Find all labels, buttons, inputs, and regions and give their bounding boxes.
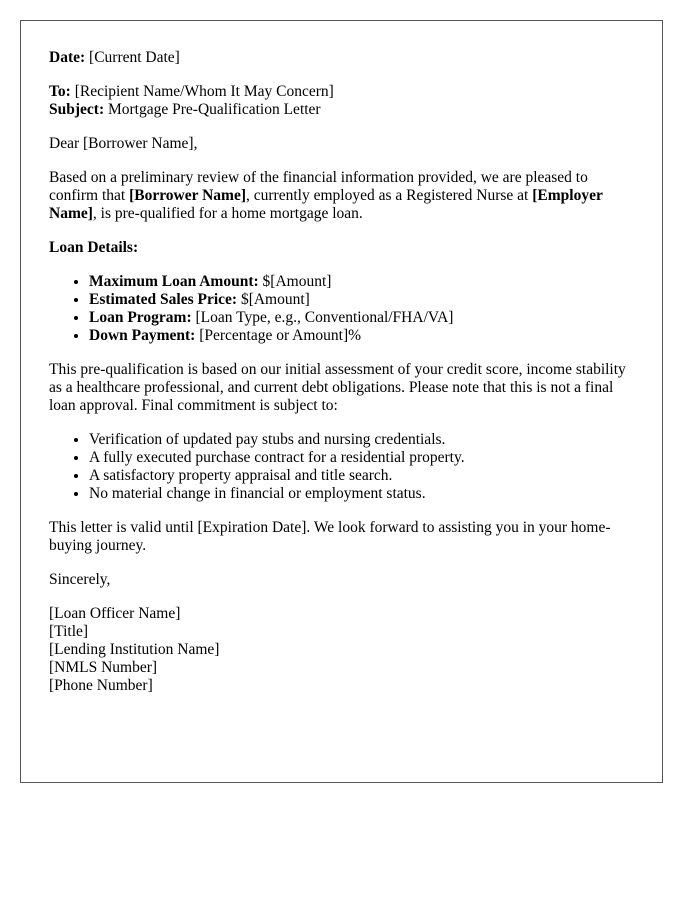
assessment-paragraph: This pre-qualification is based on our initial assessment of your credit score, income stability as a healthcare professional, and current debt obligations. Please note that this is not a final loan approval. Final commitment is subject to: [49,361,626,414]
list-item: • Estimated Sales Price: $[Amount] [89,291,634,309]
intro-paragraph: Based on a preliminary review of the financial information provided, we are pleased to confirm that [Borrower Name], currently employed as a Registered Nurse at [Employer Name], is pre-qualified for a home mortgage loan. [49,169,603,222]
list-item: • Verification of updated pay stubs and nursing credentials. [89,431,634,449]
signature-block [49,605,634,695]
signature-line: [Phone Number] [49,677,153,694]
conditions-list [49,431,634,503]
signature-line: [Loan Officer Name] [49,605,181,622]
list-item: • Down Payment: [Percentage or Amount]% [89,327,634,345]
signature-line: [Title] [49,623,89,640]
list-item: • Loan Program: [Loan Type, e.g., Conventional/FHA/VA] [89,309,634,327]
list-item: • A satisfactory property appraisal and title search. [89,467,634,485]
list-item: • No material change in financial or employment status. [89,485,634,503]
validity-paragraph: This letter is valid until [Expiration Date]. We look forward to assisting you in your home-buying journey. [49,519,611,554]
list-item: • A fully executed purchase contract for a residential property. [89,449,634,467]
loan-details-heading: Loan Details: [49,239,139,256]
signature-line: [Lending Institution Name] [49,641,220,658]
letter [20,20,663,783]
salutation: Dear [Borrower Name], [49,135,198,152]
date-line: Date: [Current Date] [49,49,180,66]
loan-details-list [49,273,634,345]
recipient-block: To: [Recipient Name/Whom It May Concern] Subject: Mortgage Pre-Qualification Letter [49,83,334,118]
closing: Sincerely, [49,571,111,588]
signature-line: [NMLS Number] [49,659,158,676]
list-item: • Maximum Loan Amount: $[Amount] [89,273,634,291]
